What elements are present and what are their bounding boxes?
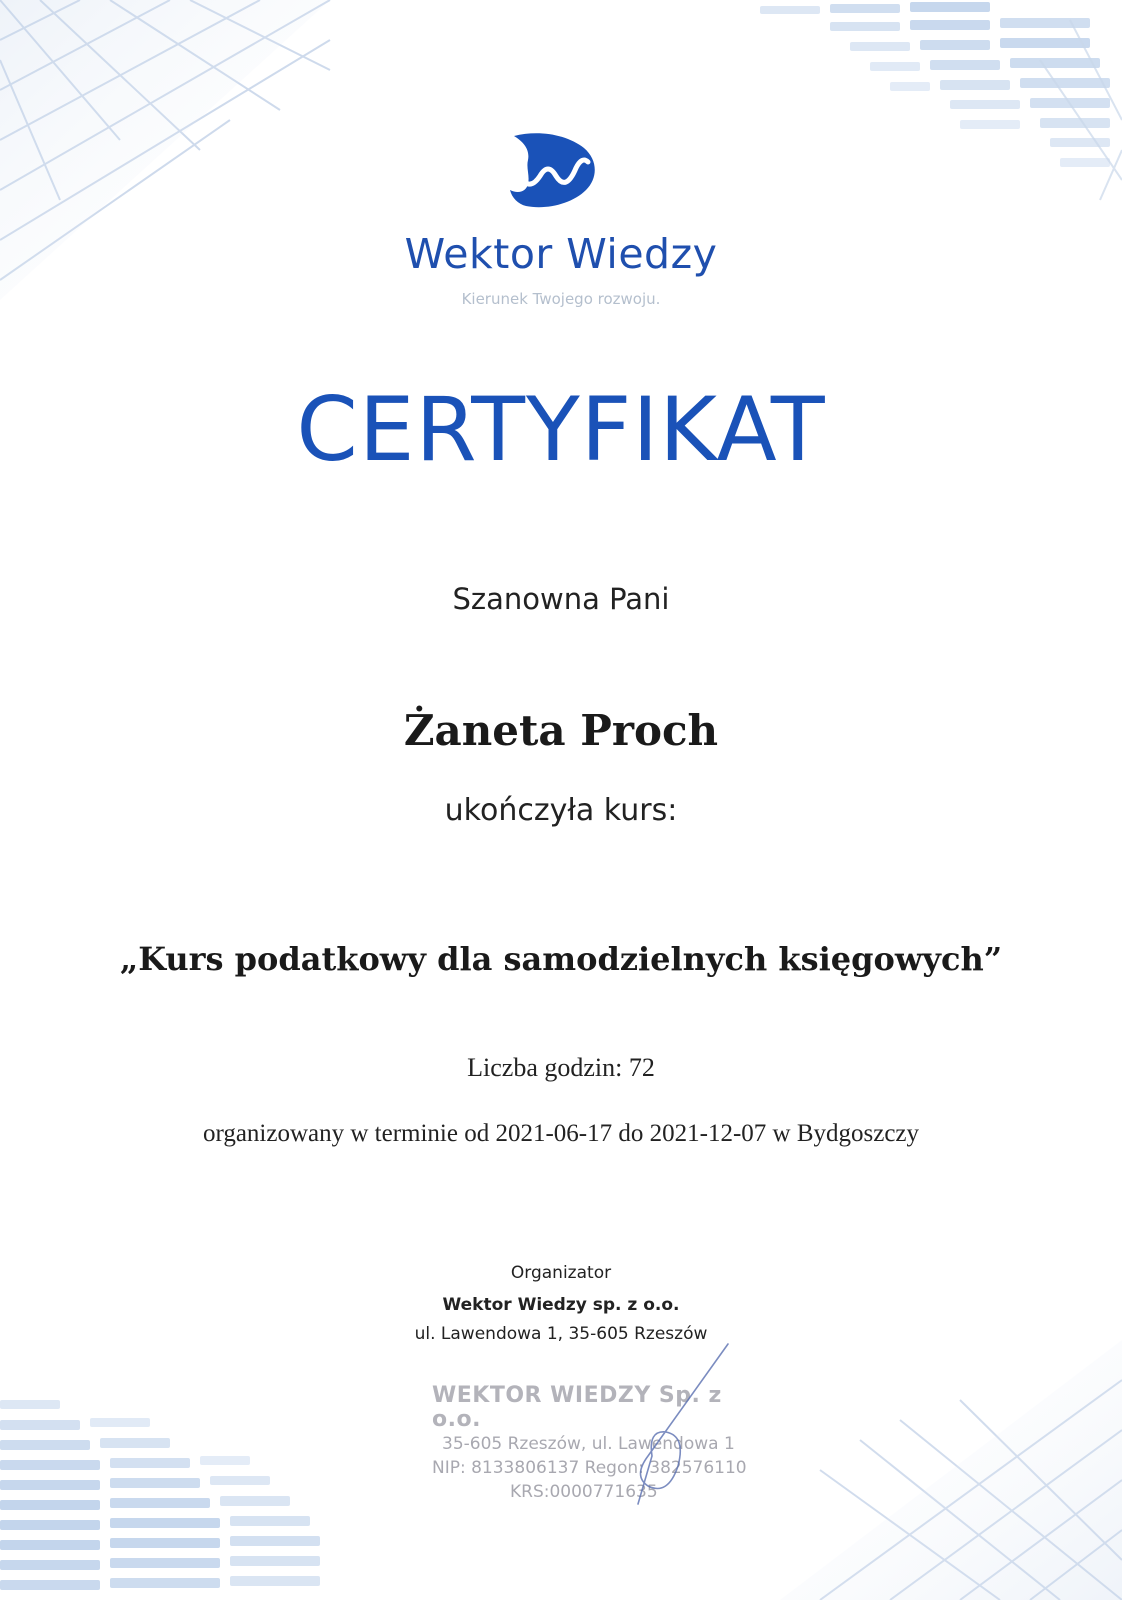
course-title: „Kurs podatkowy dla samodzielnych księgowych” bbox=[119, 940, 1003, 978]
stamp-line: KRS:0000771635 bbox=[510, 1482, 658, 1502]
stamp-line: WEKTOR WIEDZY Sp. z o.o. bbox=[432, 1383, 722, 1432]
dates-text: organizowany w terminie od 2021-06-17 do 2021-12-07 w Bydgoszczy bbox=[202, 1120, 920, 1147]
wave-logo-icon bbox=[508, 132, 600, 214]
recipient-name: Żaneta Proch bbox=[403, 706, 719, 755]
salutation: Szanowna Pani bbox=[452, 582, 670, 616]
organizer-label: Organizator bbox=[510, 1263, 612, 1283]
bars-bottom-left bbox=[0, 1400, 320, 1590]
signature-scribble bbox=[578, 1336, 748, 1506]
hours-text: Liczba godzin: 72 bbox=[467, 1053, 655, 1082]
stamp-line: 35-605 Rzeszów, ul. Lawendowa 1 bbox=[442, 1434, 735, 1454]
certificate-title: CERTYFIKAT bbox=[296, 378, 826, 481]
brand-name: Wektor Wiedzy bbox=[404, 230, 718, 278]
brand-tagline: Kierunek Twojego rozwoju. bbox=[461, 290, 661, 308]
organizer-address: ul. Lawendowa 1, 35-605 Rzeszów bbox=[414, 1324, 708, 1344]
organizer-name: Wektor Wiedzy sp. z o.o. bbox=[442, 1295, 680, 1315]
completed-text: ukończyła kurs: bbox=[444, 793, 678, 828]
stamp-line: NIP: 8133806137 Regon: 382576110 bbox=[432, 1458, 747, 1478]
